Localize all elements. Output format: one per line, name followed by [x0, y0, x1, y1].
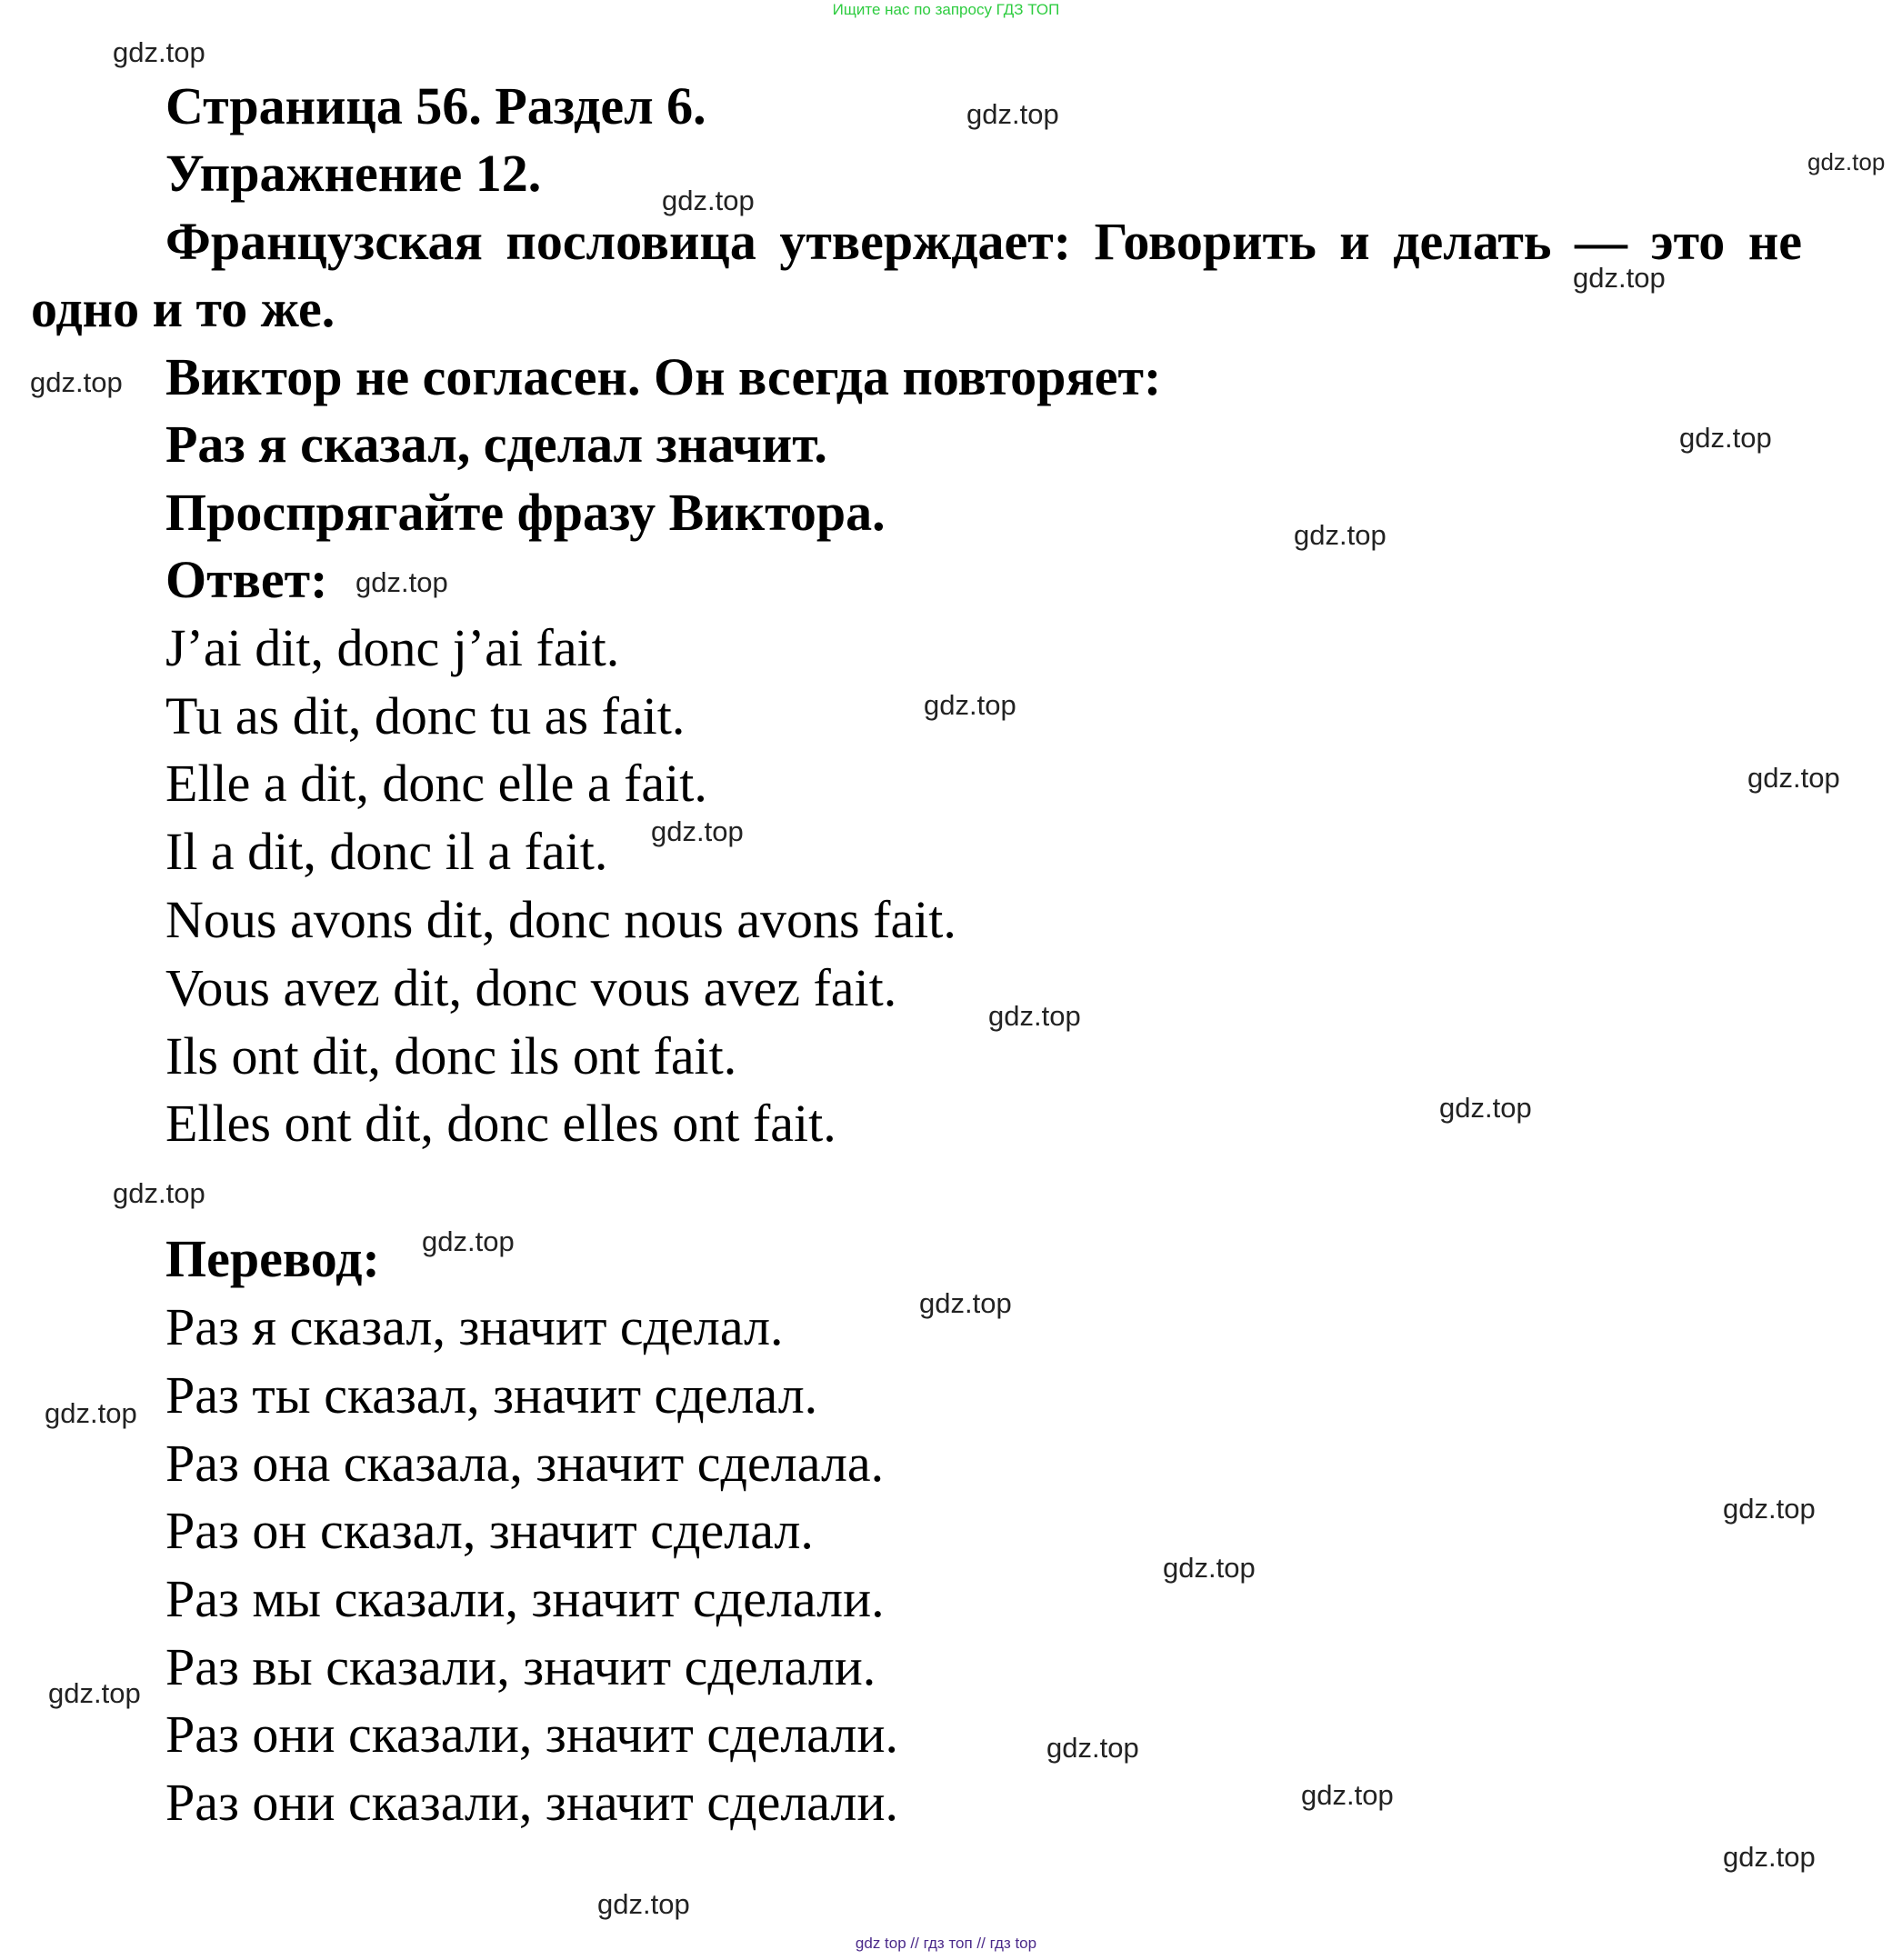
answer-line: Tu as dit, donc tu as fait. — [165, 686, 686, 745]
answer-line: Nous avons dit, donc nous avons fait. — [165, 890, 956, 949]
task-proverb-line1: Французская пословица утверждает: Говорить и делать — это не — [165, 212, 1802, 271]
watermark: gdz.top — [651, 815, 744, 847]
watermark: gdz.top — [1723, 1493, 1816, 1525]
watermark: gdz.top — [1046, 1732, 1139, 1764]
watermark: gdz.top — [966, 98, 1059, 130]
watermark: gdz.top — [1439, 1092, 1532, 1124]
watermark: gdz.top — [919, 1287, 1012, 1319]
watermark: gdz.top — [48, 1677, 141, 1709]
translation-line: Раз они сказали, значит сделали. — [165, 1773, 899, 1832]
translation-line: Раз она сказала, значит сделала. — [165, 1434, 885, 1493]
watermark: gdz.top — [1747, 762, 1840, 794]
watermark: gdz.top — [113, 36, 205, 68]
watermark: gdz.top — [355, 566, 448, 598]
answer-line: Il a dit, donc il a fait. — [165, 822, 608, 881]
task-proverb-line2: одно и то же. — [31, 279, 335, 338]
translation-line: Раз мы сказали, значит сделали. — [165, 1569, 885, 1628]
answer-line: Vous avez dit, donc vous avez fait. — [165, 958, 897, 1017]
translation-line: Раз они сказали, значит сделали. — [165, 1705, 899, 1764]
watermark: gdz.top — [1294, 519, 1386, 551]
answer-label: Ответ: — [165, 550, 328, 609]
watermark: gdz.top — [30, 366, 123, 398]
watermark: gdz.top — [1679, 422, 1772, 454]
answer-line: J’ai dit, donc j’ai fait. — [165, 618, 620, 677]
watermark: gdz.top — [1807, 148, 1886, 175]
translation-line: Раз я сказал, значит сделал. — [165, 1297, 784, 1356]
watermark: gdz.top — [113, 1177, 205, 1209]
watermark: gdz.top — [924, 689, 1016, 721]
watermark: gdz.top — [988, 1000, 1081, 1032]
watermark: gdz.top — [1573, 262, 1666, 294]
task-line-3: Виктор не согласен. Он всегда повторяет: — [165, 347, 1162, 406]
top-search-note: Ищите нас по запросу ГДЗ ТОП — [832, 1, 1060, 18]
watermark: gdz.top — [1163, 1552, 1256, 1584]
exercise-title: Упражнение 12. — [165, 144, 542, 203]
watermark: gdz.top — [422, 1225, 515, 1257]
watermark: gdz.top — [45, 1397, 137, 1429]
footer-links: gdz top // гдз топ // гдз top — [855, 1935, 1037, 1952]
answer-line: Elles ont dit, donc elles ont fait. — [165, 1094, 836, 1153]
task-line-4: Раз я сказал, сделал значит. — [165, 415, 827, 474]
translation-line: Раз ты сказал, значит сделал. — [165, 1365, 818, 1425]
translation-line: Раз он сказал, значит сделал. — [165, 1501, 814, 1560]
answer-line: Ils ont dit, donc ils ont fait. — [165, 1026, 737, 1085]
translation-line: Раз вы сказали, значит сделали. — [165, 1637, 876, 1696]
watermark: gdz.top — [1723, 1841, 1816, 1873]
watermark: gdz.top — [1301, 1779, 1394, 1811]
answer-line: Elle a dit, donc elle a fait. — [165, 754, 707, 813]
translation-label: Перевод: — [165, 1229, 380, 1288]
task-line-5: Проспрягайте фразу Виктора. — [165, 483, 886, 542]
page-section-title: Страница 56. Раздел 6. — [165, 76, 706, 135]
watermark: gdz.top — [597, 1888, 690, 1920]
watermark: gdz.top — [662, 185, 755, 216]
